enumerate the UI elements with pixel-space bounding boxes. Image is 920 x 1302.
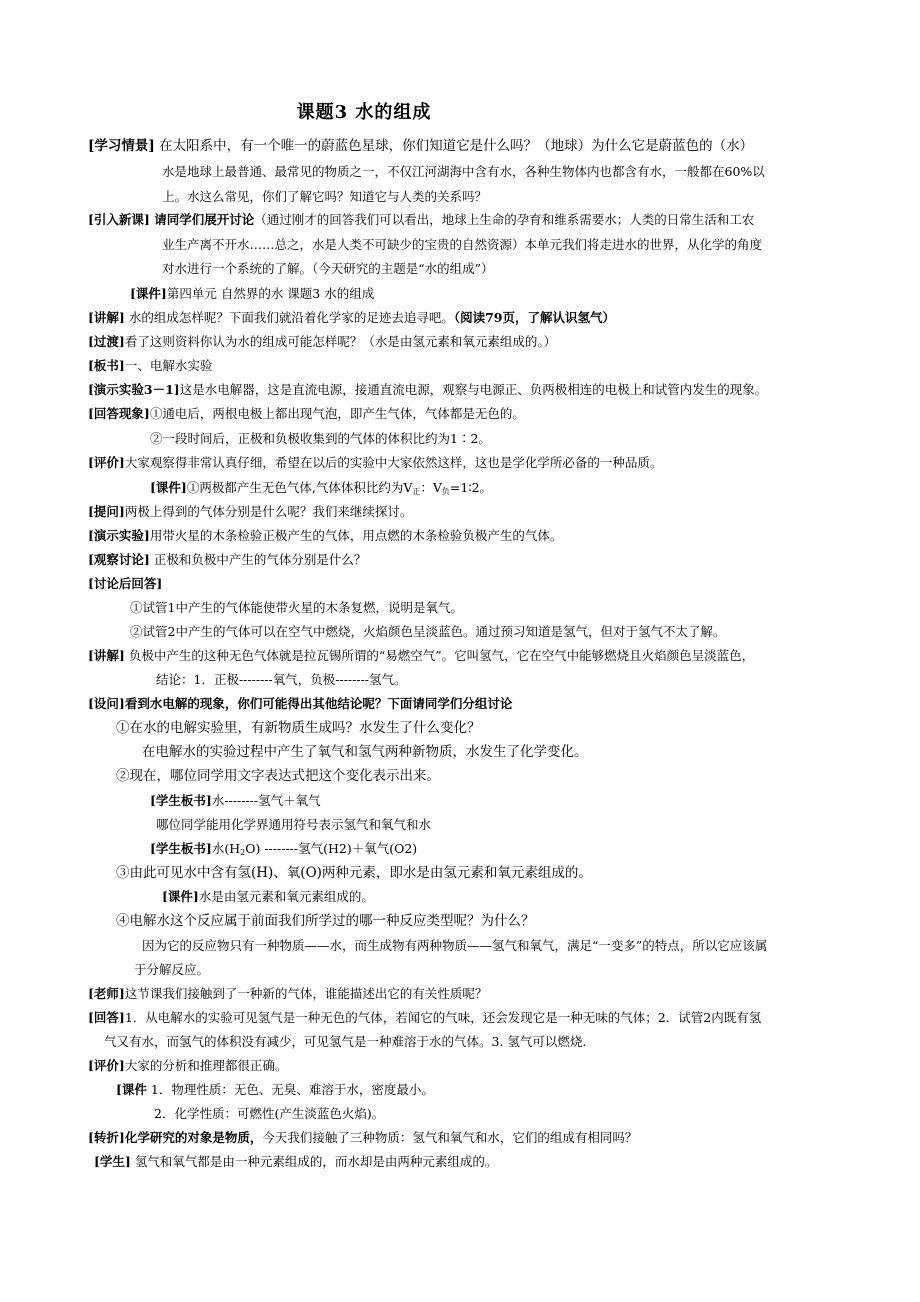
line-scenario-cont-1: 水是地球上最普通、最常见的物质之一，不仅江河湖海中含有水，各种生物体内也都含有水，一般都在60%以 [162, 164, 765, 179]
line-discussion-q3: ③由此可见水中含有氢(H)、氧(O)两种元素，即水是由氢元素和氧元素组成的。 [116, 865, 592, 881]
line-explain-1: [讲解] 水的组成怎样呢？下面我们就沿着化学家的足迹去追寻吧。（阅读79页，了解认识氢气） [88, 310, 615, 325]
line-symbol-question: 哪位同学能用化学界通用符号表示氢气和氧气和水 [156, 817, 432, 832]
line-discussion-a4: 因为它的反应物只有一种物质——水，而生成物有两种物质——氢气和氧气，满足“一变多”的特点，所以它应该属 [142, 938, 768, 953]
line-demo-2: [演示实验]用带火星的木条检验正极产生的气体，用点燃的木条检验负极产生的气体。 [88, 528, 563, 543]
line-discussion-a1: 在电解水的实验过程中产生了氧气和氢气两种新物质，水发生了化学变化。 [142, 744, 588, 760]
line-scenario-cont-2: 上。水这么常见，你们了解它吗？知道它与人类的关系吗？ [162, 189, 488, 204]
page-title: 课题3 水的组成 [296, 102, 432, 123]
line-conclusion: 结论：1．正极--------氧气，负极--------氢气。 [156, 672, 407, 687]
line-set-question: [设问]看到水电解的现象，你们可能得出其他结论呢？下面请同学们分组讨论 [88, 696, 513, 711]
line-turning-point: [转折]化学研究的对象是物质，今天我们接触了三种物质：氢气和氧气和水，它们的组成有相同吗？ [88, 1130, 638, 1145]
line-new-lesson-cont-2: 对水进行一个系统的了解。（今天研究的主题是“水的组成”） [162, 261, 494, 276]
line-answer-after-discussion: [讨论后回答] [88, 576, 163, 591]
line-discussion-a4-cont: 于分解反应。 [134, 962, 210, 977]
line-chemical-property: 2．化学性质：可燃性(产生淡蓝色火焰)。 [154, 1106, 385, 1121]
line-courseware-1: [课件]第四单元 自然界的水 课题3 水的组成 [130, 286, 375, 301]
line-transition: [过渡]看了这则资料你认为水的组成可能怎样呢？（水是由氢元素和氧元素组成的。） [88, 334, 557, 349]
line-courseware-3: [课件]水是由氢元素和氧元素组成的。 [162, 889, 374, 904]
line-new-lesson-cont-1: 业生产离不开水……总之，水是人类不可缺少的宝贵的自然资源）本单元我们将走进水的世界，从化学的角度 [162, 237, 763, 252]
line-discussion-q1: ①在水的电解实验里，有新物质生成吗？水发生了什么变化？ [116, 720, 481, 736]
line-courseware-4: [课件 1．物理性质：无色、无臭、难溶于水，密度最小。 [116, 1082, 434, 1097]
line-teacher: [老师]这节课我们接触到了一种新的气体，谁能描述出它的有关性质呢？ [88, 986, 488, 1001]
line-answer-phenomena: [回答现象]①通电后，两根电极上都出现气泡，即产生气体，气体都是无色的。 [88, 406, 525, 421]
line-answer-properties: [回答]1．从电解水的实验可见氢气是一种无色的气体，若闻它的气味，还会发现它是一种无味的气体；2．试管2内既有氢 [88, 1010, 762, 1025]
line-new-lesson: [引入新课] 请同学们展开讨论（通过刚才的回答我们可以看出，地球上生命的孕育和维系需要水；人类的日常生活和工农 [88, 212, 755, 227]
line-observe-discuss: [观察讨论] 正极和负极中产生的气体分别是什么？ [88, 552, 367, 567]
line-board-1: [板书]一、电解水实验 [88, 358, 213, 373]
line-demo-3-1: [演示实验3－1]这是水电解器，这是直流电源，接通直流电源，观察与电源正、负两极相连的电极上和试管内发生的现象。 [88, 382, 768, 397]
line-evaluation-1: [评价]大家观察得非常认真仔细，希望在以后的实验中大家依然这样，这也是学化学所必备的一种品质。 [88, 455, 663, 470]
line-answer-tube-2: ②试管2中产生的气体可以在空气中燃烧，火焰颜色呈淡蓝色。通过预习知道是氢气，但对于氢气不太了解。 [130, 624, 726, 639]
line-answer-properties-cont: 气又有水，而氢气的体积没有减少，可见氢气是一种难溶于水的气体。3. 氢气可以燃烧. [104, 1034, 587, 1049]
line-answer-phenomena-2: ②一段时间后，正极和负极收集到的气体的体积比约为1∶2。 [150, 431, 491, 446]
line-learning-scenario: [学习情景] 在太阳系中，有一个唯一的蔚蓝色星球，你们知道它是什么吗？（地球）为什么它是蔚蓝色的（水） [88, 138, 754, 154]
line-answer-tube-1: ①试管1中产生的气体能使带火星的木条复燃，说明是氧气。 [130, 600, 463, 615]
line-evaluation-2: [评价]大家的分析和推理都很正确。 [88, 1058, 288, 1073]
line-discussion-q2: ②现在，哪位同学用文字表达式把这个变化表示出来。 [116, 768, 440, 784]
line-student-board-1: [学生板书]水--------氢气＋氧气 [150, 793, 321, 808]
line-student-answer: [学生] 氢气和氧气都是由一种元素组成的，而水却是由两种元素组成的。 [94, 1154, 498, 1169]
line-question-1: [提问]两极上得到的气体分别是什么呢？我们来继续探讨。 [88, 504, 413, 519]
line-courseware-2: [课件]①两极都产生无色气体,气体体积比约为$V_正$：$V_负=1∶2$。 [150, 480, 493, 496]
line-student-board-2: [学生板书]水$(H_2O)$ --------氢气(H2)＋氧气(O2) [150, 841, 418, 857]
line-explain-2: [讲解] 负极中产生的这种无色气体就是拉瓦锡所谓的“易燃空气”。它叫氢气，它在空气中能够燃烧且火焰颜色呈淡蓝色， [88, 648, 755, 663]
line-discussion-q4: ④电解水这个反应属于前面我们所学过的哪一种反应类型呢？为什么？ [116, 913, 535, 929]
